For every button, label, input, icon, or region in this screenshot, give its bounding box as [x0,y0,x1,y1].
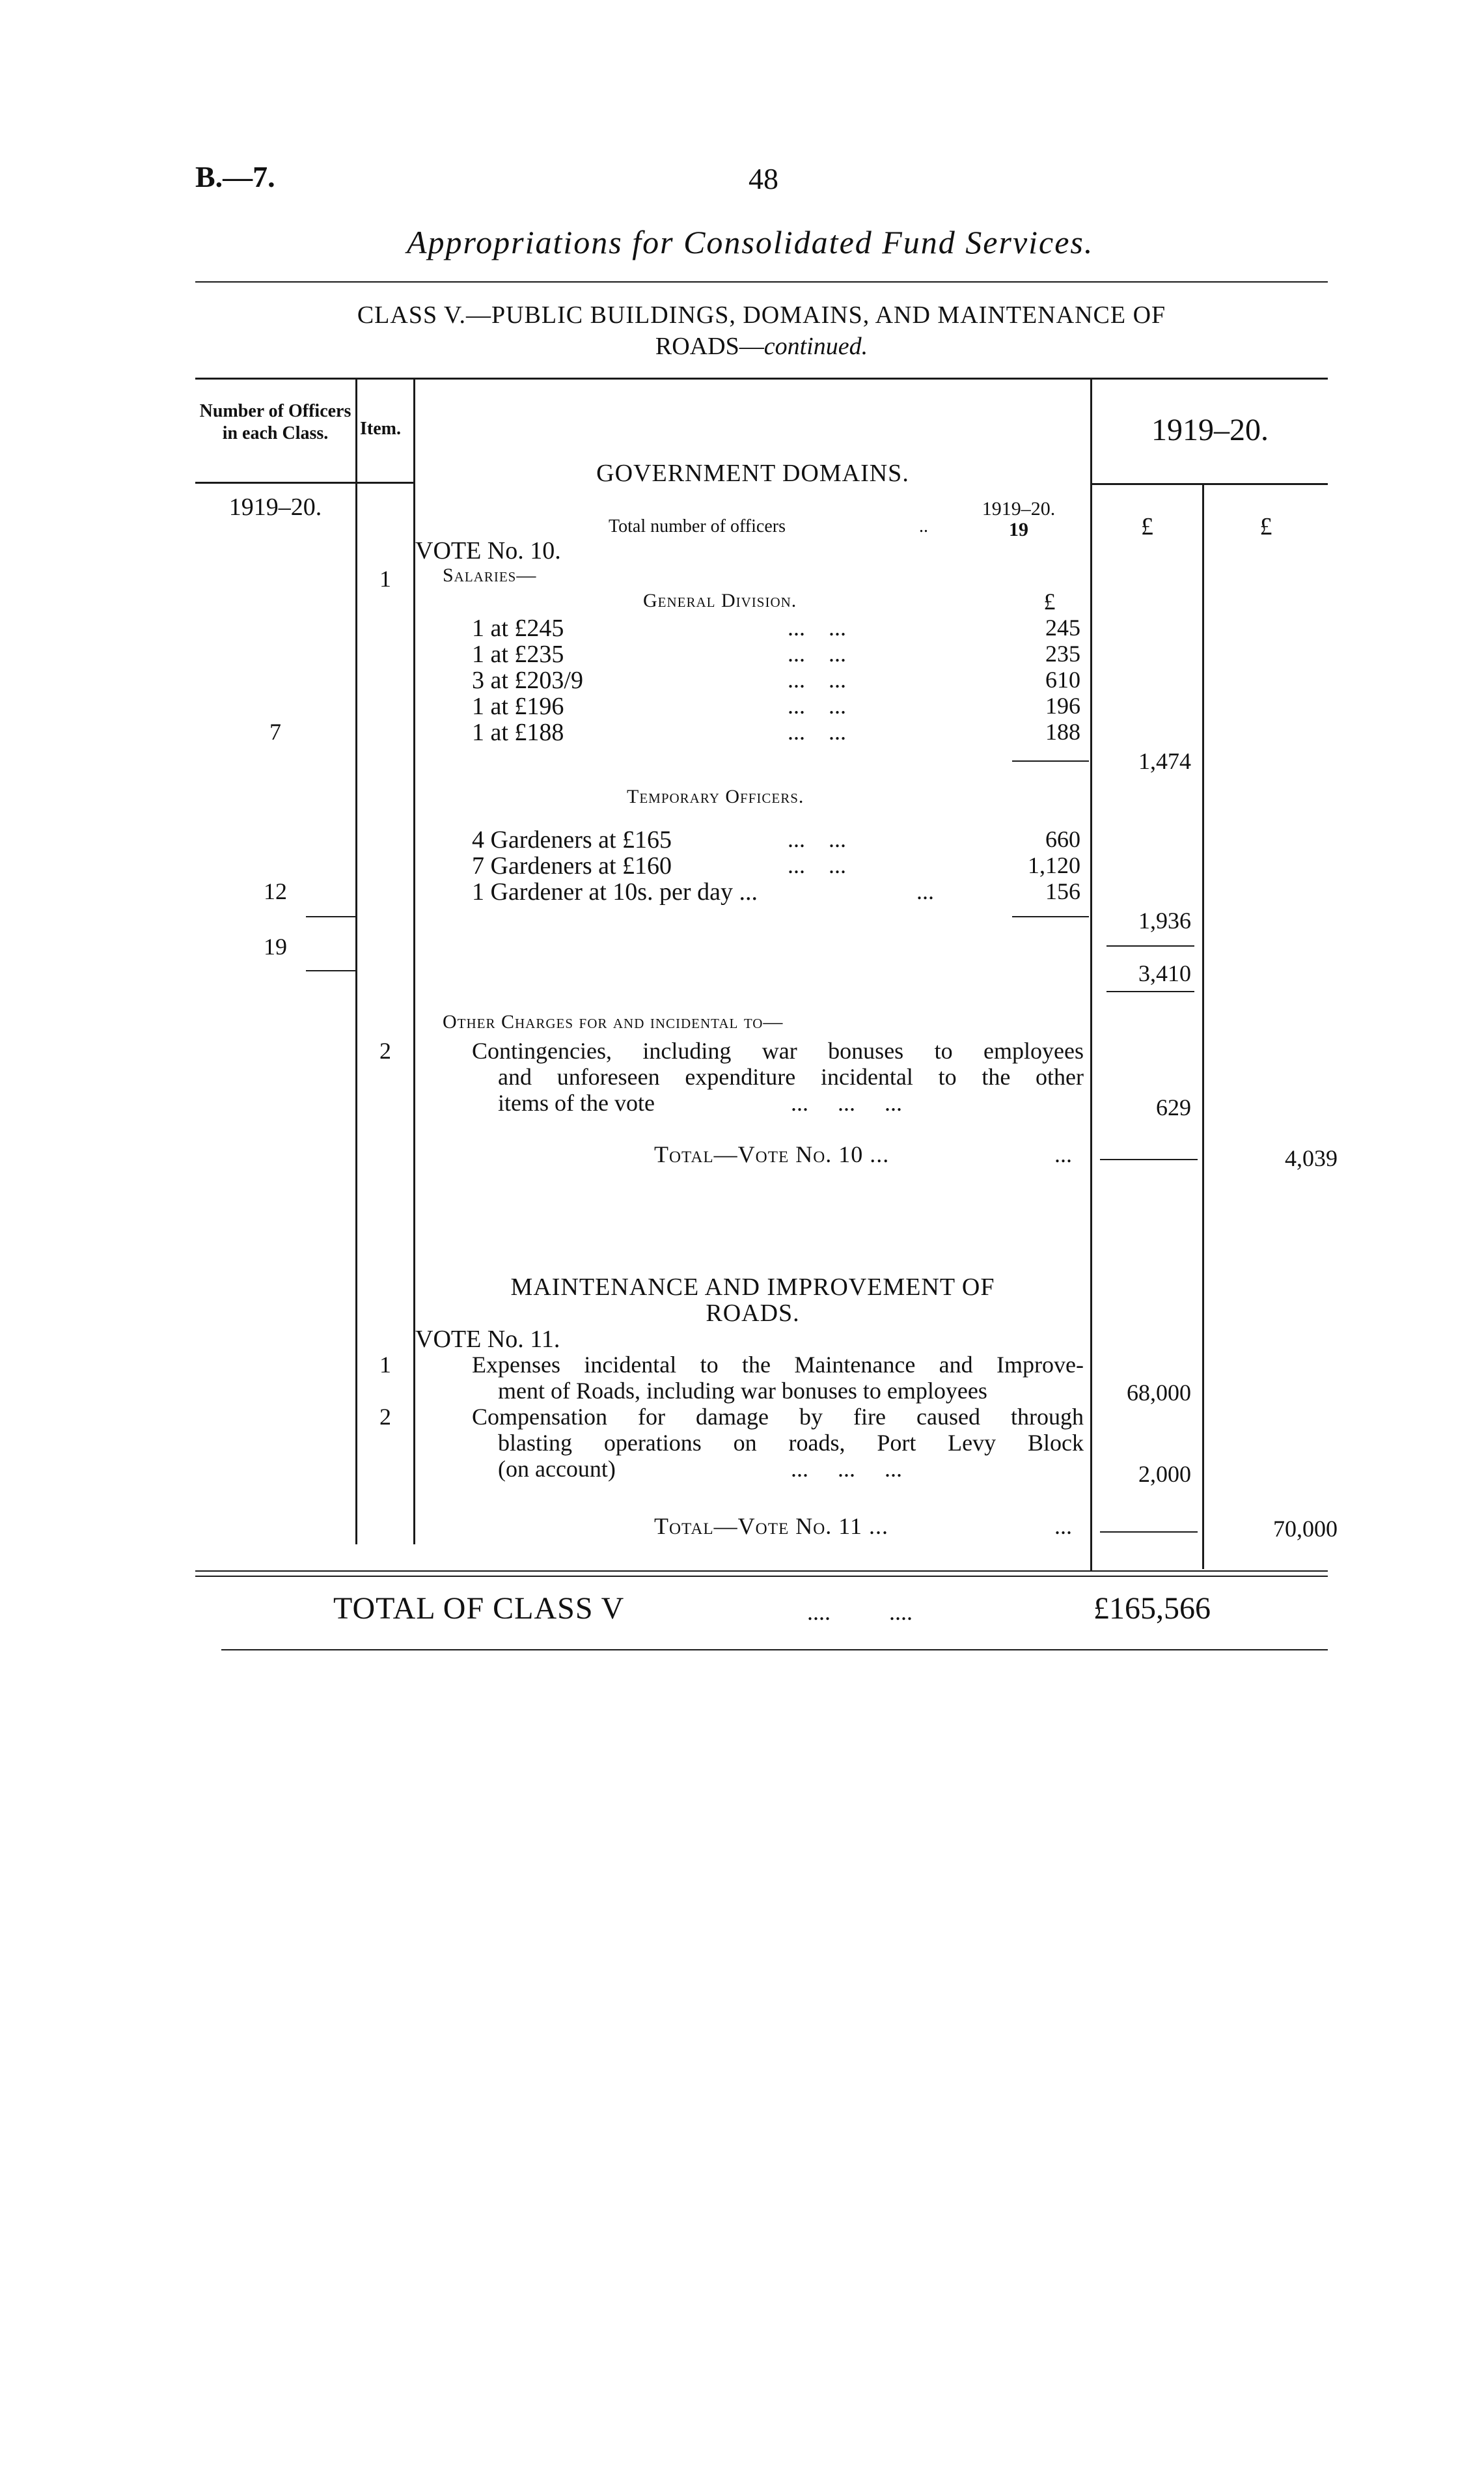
class-total-label: TOTAL OF CLASS V [333,1591,625,1626]
general-row-label: 1 at £196 [472,693,564,720]
vote-10-total-rule [1100,1159,1198,1160]
general-row-amount: 188 [1045,719,1080,745]
page-number: 48 [749,162,778,195]
officers-count: 19 [1009,519,1028,540]
general-row-dots: ... ... [788,641,846,667]
temp-row-label: 7 Gardeners at £160 [472,852,672,880]
item-number-1: 1 [379,566,391,592]
vote-11-total-amount: 70,000 [1273,1516,1338,1542]
class-total-top-rule [195,1570,1328,1572]
class-total-dots: .... .... [807,1599,913,1625]
temp-officers-count: 12 [264,878,287,904]
officers-count-year: 1919–20. [982,498,1056,520]
vote-11-total-dots: ... [1054,1513,1072,1539]
general-row-dots: ... ... [788,667,846,693]
general-row-label: 1 at £188 [472,719,564,746]
col-header-item: Item. [360,419,401,439]
temp-row-label: 4 Gardeners at £165 [472,826,672,854]
general-division-heading: General Division. [643,590,797,611]
col-header-officers: Number of Officers in each Class. [199,401,351,443]
general-row-amount: 196 [1045,693,1080,719]
roads-item-number-2: 2 [379,1404,391,1430]
class-total-bottom-rule [221,1649,1328,1650]
roads-item-number-1: 1 [379,1352,391,1378]
section-title-roads-line1: MAINTENANCE AND IMPROVEMENT OF [510,1273,995,1301]
contingencies-dots: ... ... ... [791,1090,902,1116]
contingencies-amount: 629 [1156,1094,1191,1120]
general-subtotal: 1,474 [1138,748,1191,774]
salaries-total-under-rule [1106,991,1194,992]
general-row-amount: 235 [1045,641,1080,667]
header-under-item [357,482,413,484]
roads-item2-line-3: (on account) [498,1456,616,1482]
section-title-government-domains: GOVERNMENT DOMAINS. [596,460,909,487]
contingencies-line-2: and unforeseen expenditure incidental to the other [498,1064,1084,1090]
officers-year-label: 1919–20. [228,494,322,521]
total-officers-dots: .. [919,516,928,536]
vote-10-total-amount: 4,039 [1285,1145,1338,1171]
temp-row-dots: ... [916,878,934,904]
total-officers-label: Total number of officers [609,516,786,536]
class-heading-continued: continued. [763,333,868,360]
temp-row-amount: 660 [1045,826,1080,852]
vote-10-total-label: Total—Vote No. 10 ... [654,1141,890,1167]
roads-item1-line-1: Expenses incidental to the Maintenance and Improve- [472,1352,1084,1378]
col-divider-money [1202,485,1204,1569]
header-under-officers [195,482,355,484]
roads-item1-amount: 68,000 [1127,1380,1191,1406]
class-total-amount: £165,566 [1093,1591,1211,1626]
temp-row-dots: ... ... [788,826,846,852]
general-row-dots: ... ... [788,719,846,745]
pound-symbol-2: £ [1259,513,1272,540]
general-row-dots: ... ... [788,693,846,719]
general-row-amount: 245 [1045,615,1080,641]
header-rule [195,281,1328,283]
roads-item2-line-1: Compensation for damage by fire caused through [472,1404,1084,1430]
roads-item2-amount: 2,000 [1138,1461,1191,1487]
other-charges-heading: Other Charges for and incidental to— [443,1011,784,1033]
temp-row-label: 1 Gardener at 10s. per day ... [472,878,758,906]
temp-row-amount: 1,120 [1028,852,1080,878]
contingencies-line-1: Contingencies, including war bonuses to employees [472,1038,1084,1064]
vote-10-total-dots: ... [1054,1141,1072,1167]
class-heading-roads: ROADS— [655,333,764,360]
roads-item1-line-2: ment of Roads, including war bonuses to employees [498,1378,987,1404]
salaries-total: 3,410 [1138,960,1191,986]
general-row-dots: ... ... [788,615,846,641]
section-title-roads-line2: ROADS. [706,1300,800,1327]
contingencies-line-3: items of the vote [498,1090,655,1116]
temp-subtotal: 1,936 [1138,908,1191,934]
vote-11-total-label: Total—Vote No. 11 ... [654,1513,888,1539]
temp-subtotal-rule [1012,916,1089,917]
temp-officers-rule [306,916,355,917]
col-divider-description [1090,379,1092,1570]
col-header-year: 1919–20. [1151,413,1269,447]
vote-11-label: VOTE No. 11. [415,1326,560,1353]
salaries-total-rule [1106,945,1194,947]
class-heading-line2 [195,332,1328,361]
general-subtotal-rule [1012,760,1089,762]
document-ref: B.—7. [195,160,275,193]
salaries-pound-symbol: £ [1043,589,1056,615]
roads-item2-line-2: blasting operations on roads, Port Levy Block [498,1430,1084,1456]
header-under-year [1092,483,1328,485]
table-top-rule [195,378,1328,380]
general-row-amount: 610 [1045,667,1080,693]
salaries-heading: Salaries— [443,564,537,586]
general-row-label: 3 at £203/9 [472,667,583,694]
general-row-label: 1 at £235 [472,641,564,668]
vote-10-label: VOTE No. 10. [415,537,561,564]
general-officers-count: 7 [269,719,281,745]
vote-11-total-rule [1100,1531,1198,1533]
temp-row-amount: 156 [1045,878,1080,904]
class-total-top-rule-2 [195,1576,1328,1577]
general-row-label: 1 at £245 [472,615,564,642]
pound-symbol-1: £ [1141,513,1153,540]
officers-total: 19 [264,934,287,960]
page-subtitle: Appropriations for Consolidated Fund Services. [407,224,1094,260]
temporary-officers-heading: Temporary Officers. [627,786,804,807]
temp-row-dots: ... ... [788,852,846,878]
class-heading-line1: CLASS V.—PUBLIC BUILDINGS, DOMAINS, AND MAINTENANCE OF [357,301,1166,329]
roads-item2-dots: ... ... ... [791,1456,902,1482]
item-number-2: 2 [379,1038,391,1064]
officers-total-rule [306,970,355,971]
